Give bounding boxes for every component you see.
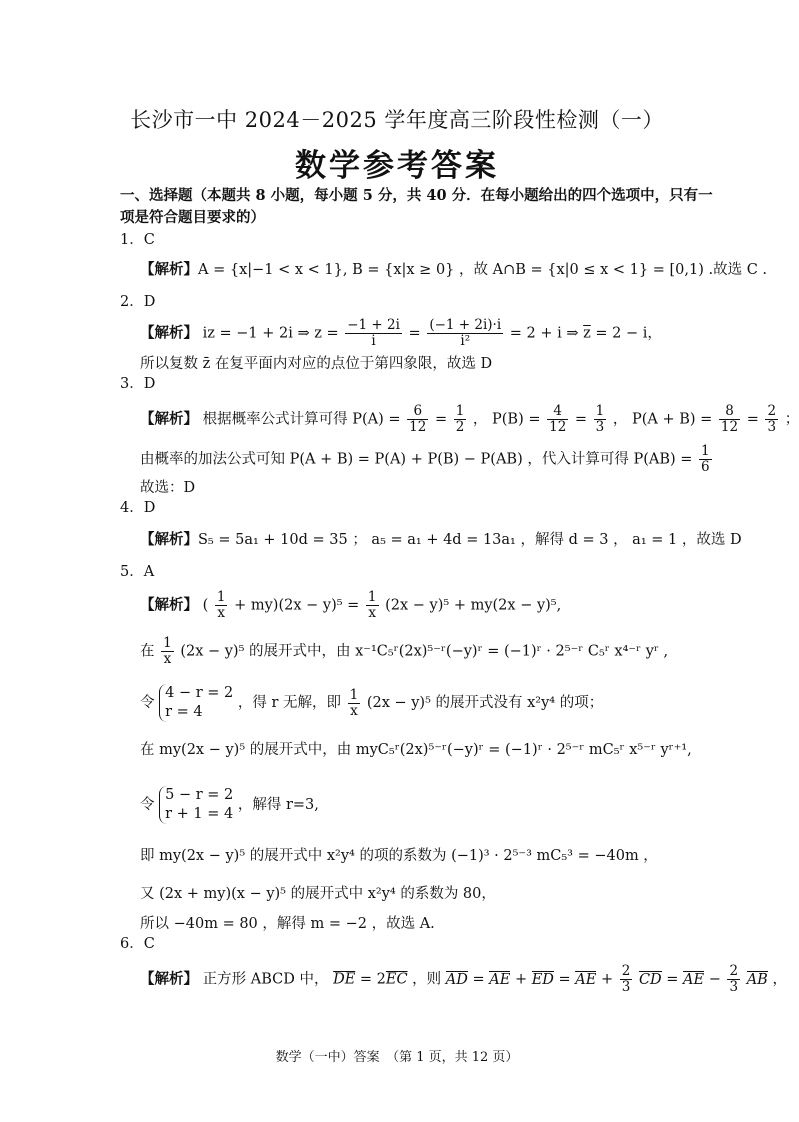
q6-frac1-den: 3 [621, 979, 631, 995]
q5-frac4 [348, 688, 361, 719]
q5-line3 [140, 684, 603, 722]
q5-answer: 5．A [120, 564, 155, 580]
q1-solution [140, 260, 767, 280]
q3-frac6-num: 2 [767, 403, 777, 419]
q6-vec-ad: AD [445, 971, 468, 988]
q2-eq-a: iz = −1 + 2i ⇒ z = [202, 325, 339, 342]
q3-frac7 [699, 444, 712, 475]
q5-frac2 [366, 590, 379, 621]
q6-frac2 [727, 964, 740, 995]
q5-l1a: ( [202, 597, 209, 614]
section-heading: 一、选择题（本题共 8 小题，每小题 5 分，共 40 分．在每小题给出的四个选项中，只有一 [120, 187, 713, 204]
q1-answer: 1．C [120, 232, 155, 248]
q3-solution-line2 [140, 444, 714, 475]
q6-vec-cd: CD [638, 971, 662, 988]
q3-frac6-den: 3 [767, 419, 777, 435]
q5-line6: 即 my(2x − y)⁵ 的展开式中 x²y⁴ 的项的系数为 (−1)³ · 2⁵⁻³ mC₅³ = −40m ， [140, 848, 658, 864]
q3-l1d: = [574, 411, 588, 428]
q2-conclusion: 所以复数 z̄ 在复平面内对应的点位于第四象限，故选 D [140, 356, 493, 372]
q2-frac1-num: −1 + 2i [347, 317, 400, 333]
q2-frac2 [427, 318, 503, 349]
q6-frac1-num: 2 [621, 963, 631, 979]
q5-line7: 又 (2x + my)(x − y)⁵ 的展开式中 x²y⁴ 的系数为 80， [140, 886, 496, 902]
q6-l1d: = [472, 971, 485, 988]
q2-eq-c: = 2 + i ⇒ [509, 325, 579, 342]
q3-frac4 [594, 404, 607, 435]
solution-tag: 【解析】 [140, 596, 198, 614]
solution-tag: 【解析】 [140, 531, 198, 548]
q6-vec-ed: ED [531, 971, 554, 988]
q5-l3b: ，得 r 无解，即 [237, 695, 341, 711]
q5-sys2-eq2: r + 1 = 4 [165, 806, 234, 822]
q6-frac1 [620, 964, 633, 995]
q6-l1j: ， [772, 971, 787, 988]
q2-frac2-den: i² [460, 333, 471, 349]
q6-vec-ae2: AE [575, 971, 597, 988]
solution-tag: 【解析】 [140, 410, 198, 428]
q6-answer: 6．C [120, 936, 155, 952]
q5-l2b: (2x − y)⁵ 的展开式中，由 x⁻¹C₅ʳ(2x)⁵⁻ʳ(−y)ʳ = (−1)ʳ · 2⁵⁻ʳ C₅ʳ x⁴⁻ʳ yʳ , [180, 643, 669, 660]
q2-frac1 [345, 318, 402, 349]
q5-line5 [140, 786, 319, 824]
q2-eq-b: = [408, 325, 421, 342]
q6-l1f: = [558, 971, 571, 988]
q6-l1a: 正方形 ABCD 中， [202, 971, 329, 988]
q3-frac1-num: 6 [407, 404, 428, 420]
exam-title: 长沙市一中 2024－2025 学年度高三阶段性检测（一） [130, 108, 664, 132]
q3-frac2-num: 1 [455, 403, 465, 419]
q6-vec-ab: AB [746, 971, 768, 988]
q1-text: A = {x|−1 < x < 1}, B = {x|x ≥ 0} ，故 A∩B = {x|0 ≤ x < 1} = [0,1) .故选 C . [198, 262, 768, 278]
q3-l1g: ； [784, 411, 799, 428]
q3-l2a: 由概率的加法公式可知 P(A + B) = P(A) + P(B) − P(AB) ，代入计算可得 P(AB) = [140, 451, 693, 468]
q3-l1a: 根据概率公式计算可得 P(A) = [202, 411, 401, 428]
q4-text: S₅ = 5a₁ + 10d = 35 ； a₅ = a₁ + 4d = 13a₁ ，解得 d = 3 ， a₁ = 1 ，故选 D [198, 532, 742, 548]
q2-answer: 2．D [120, 294, 156, 310]
q5-frac3-den: x [163, 651, 172, 667]
q6-seg-ec: $\overline{EC}$ [385, 971, 408, 988]
q3-frac1-den: 12 [409, 419, 427, 435]
q3-frac5-den: 12 [720, 419, 739, 435]
q5-frac1-num: 1 [216, 589, 226, 605]
q3-frac5-num: 8 [719, 404, 740, 420]
q3-l1c: ， P(B) = [472, 411, 541, 428]
q5-frac4-num: 1 [349, 686, 359, 703]
solution-tag: 【解析】 [140, 261, 198, 278]
q5-sys1-eq2: r = 4 [165, 704, 203, 720]
q5-frac1 [215, 590, 228, 621]
q3-frac3-den: 12 [549, 419, 567, 435]
q6-l1b: = 2 [359, 971, 386, 988]
q5-l5b: ，解得 r=3, [237, 797, 319, 813]
q5-frac3-num: 1 [163, 635, 172, 651]
q2-frac2-num: (−1 + 2i)·i [429, 317, 502, 333]
q5-l3c: (2x − y)⁵ 的展开式没有 x²y⁴ 的项； [366, 695, 604, 711]
q6-l1g: + [600, 971, 614, 988]
page-footer: 数学（一中）答案 （第 1 页，共 12 页） [275, 1050, 519, 1065]
q6-l1h: = [666, 971, 679, 988]
document-subtitle: 数学参考答案 [295, 148, 499, 184]
q5-l1b: + my)(2x − y)⁵ = [234, 597, 360, 614]
q5-l2a: 在 [140, 643, 155, 660]
q3-frac6 [765, 404, 778, 435]
q5-line4: 在 my(2x − y)⁵ 的展开式中，由 myC₅ʳ(2x)⁵⁻ʳ(−y)ʳ = (−1)ʳ · 2⁵⁻ʳ mC₅ʳ x⁵⁻ʳ yʳ⁺¹, [140, 742, 692, 758]
q2-frac1-den: i [371, 333, 376, 349]
q5-sys2-eq1: 5 − r = 2 [165, 787, 234, 803]
q5-line2 [140, 636, 668, 667]
q6-frac2-den: 3 [729, 979, 739, 995]
q5-line8: 所以 −40m = 80 ，解得 m = −2 ，故选 A. [140, 916, 435, 932]
q3-frac3 [547, 404, 568, 435]
q4-answer: 4．D [120, 500, 156, 516]
q6-vec-ae: AE [489, 971, 511, 988]
q6-vec-ae3: AE [683, 971, 705, 988]
q6-frac2-num: 2 [729, 963, 739, 979]
q5-frac1-den: x [217, 605, 225, 621]
q5-frac2-num: 1 [367, 589, 377, 605]
q6-seg-de: $\overline{DE}$ [333, 971, 356, 988]
q3-answer: 3．D [120, 376, 156, 392]
q3-frac5 [719, 404, 740, 435]
q5-line1 [140, 590, 561, 621]
q5-l5a: 令 [140, 797, 155, 813]
q3-frac7-den: 6 [701, 459, 710, 475]
q3-frac4-num: 1 [595, 403, 605, 419]
q3-frac3-num: 4 [547, 404, 568, 420]
q3-frac1 [407, 404, 428, 435]
solution-tag: 【解析】 [140, 970, 198, 988]
q6-l1i: − [708, 971, 721, 988]
q5-l3a: 令 [140, 695, 155, 711]
q4-solution [140, 530, 742, 550]
q5-system1 [159, 684, 233, 722]
q2-solution [140, 318, 662, 349]
q5-l1c: (2x − y)⁵ + my(2x − y)⁵, [385, 597, 562, 614]
q6-l1c: ，则 [412, 971, 442, 988]
q6-l1e: + [514, 971, 528, 988]
q2-zbar: $\overline{z}$ [583, 325, 591, 342]
q3-solution-line1 [140, 404, 799, 435]
q3-frac7-num: 1 [701, 443, 710, 459]
q5-frac4-den: x [350, 702, 358, 719]
q3-l1b: = [434, 411, 448, 428]
q5-system2 [159, 786, 233, 824]
q6-solution [140, 964, 787, 995]
q2-eq-d: = 2 − i， [595, 325, 662, 342]
q5-sys1-eq1: 4 − r = 2 [165, 685, 234, 701]
solution-tag: 【解析】 [140, 324, 198, 342]
section-heading-cont: 项是符合题目要求的） [120, 209, 265, 226]
q3-frac2-den: 2 [455, 419, 465, 435]
q5-frac2-den: x [368, 605, 377, 621]
q3-frac2 [454, 404, 467, 435]
q3-l1f: = [746, 411, 759, 428]
q3-conclusion: 故选：D [140, 480, 196, 496]
q3-frac4-den: 3 [595, 419, 605, 435]
q3-l1e: ， P(A + B) = [612, 411, 713, 428]
q5-frac3 [161, 636, 174, 667]
